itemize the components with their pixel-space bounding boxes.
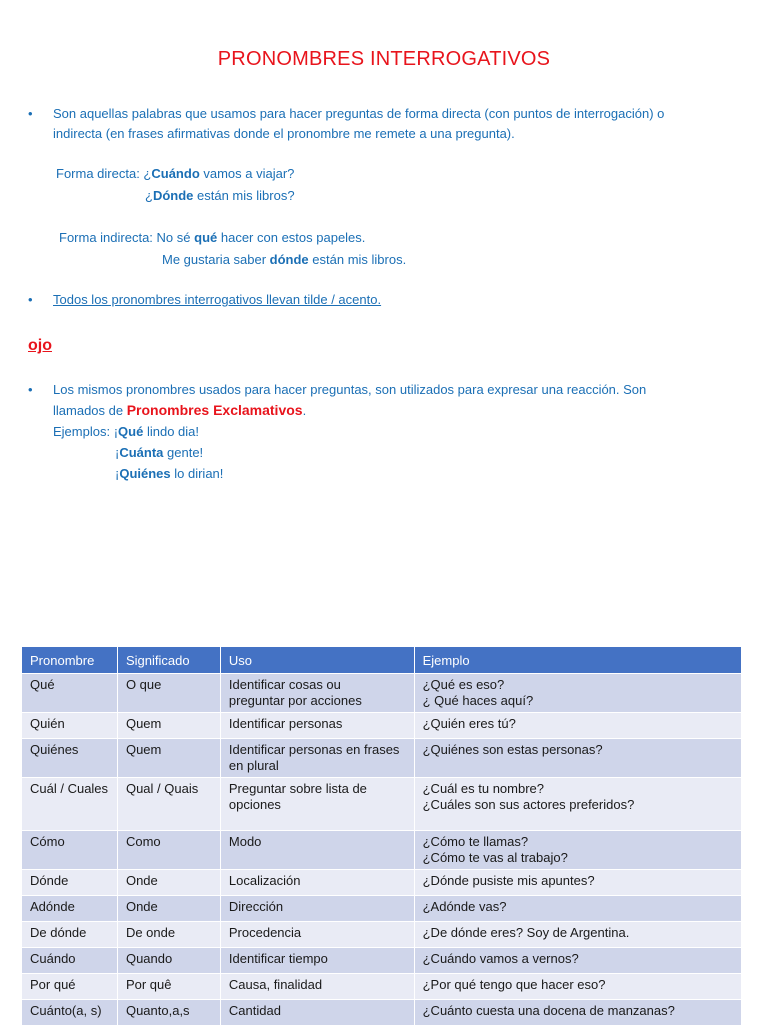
ejemplo-cell <box>414 739 741 778</box>
pronombre-cell: Cuál / Cuales <box>22 778 118 831</box>
ejemplo-cell <box>414 948 741 974</box>
table-row <box>22 922 742 948</box>
pronombre-cell: Quiénes <box>22 739 118 778</box>
ejemplo-line: ¿Cómo te vas al trabajo? <box>422 850 568 865</box>
suffix: lindo dia! <box>143 424 199 439</box>
ejemplo-cell <box>414 831 741 870</box>
exclamativos-line-1: Los mismos pronombres usados para hacer preguntas, son utilizados para expresar una reacción. Son <box>53 382 647 397</box>
uso-cell <box>220 739 414 778</box>
forma-indirecta-example-1 <box>59 228 365 248</box>
suffix: hacer con estos papeles. <box>217 230 366 245</box>
uso-cell <box>220 713 414 739</box>
uso-cell <box>220 922 414 948</box>
uso-line: Dirección <box>228 899 284 914</box>
table-row <box>22 713 742 739</box>
uso-cell <box>220 896 414 922</box>
significado-cell: De onde <box>117 922 220 948</box>
suffix: lo dirian! <box>170 466 224 481</box>
ejemplo-line: ¿Qué es eso? <box>422 677 505 692</box>
header-uso: Uso <box>220 647 414 674</box>
ejemplo-line: ¿ Qué haces aquí? <box>422 693 534 708</box>
highlight-word: Qué <box>118 424 144 439</box>
pronombre-cell: Dónde <box>22 870 118 896</box>
prefix: llamados de <box>53 403 127 418</box>
ejemplo-cell <box>414 1000 741 1026</box>
uso-line: Procedencia <box>228 925 302 940</box>
intro-line-1: Son aquellas palabras que usamos para hacer preguntas de forma directa (con puntos de interrogación) o <box>53 106 665 121</box>
significado-cell: Quanto,a,s <box>117 1000 220 1026</box>
table-header-row <box>22 647 742 674</box>
tilde-note: Todos los pronombres interrogativos llevan tilde / acento. <box>53 292 382 307</box>
uso-line: Identificar personas <box>228 716 343 731</box>
ejemplo-line: ¿Cuándo vamos a vernos? <box>422 951 579 966</box>
ejemplos-label: Ejemplos: <box>53 424 114 439</box>
ejemplo-line: ¿Quiénes son estas personas? <box>422 742 603 757</box>
ejemplo-line: ¿Cuánto cuesta una docena de manzanas? <box>422 1003 675 1018</box>
prefix: ¡ <box>113 424 119 439</box>
uso-cell <box>220 870 414 896</box>
ejemplo-cell <box>414 713 741 739</box>
uso-line: Cantidad <box>228 1003 281 1018</box>
suffix: están mis libros. <box>308 252 407 267</box>
pronombres-table <box>21 646 742 1026</box>
bullet-icon: • <box>28 382 33 397</box>
table-row <box>22 974 742 1000</box>
significado-cell: Quem <box>117 713 220 739</box>
ejemplo-line: ¿Dónde pusiste mis apuntes? <box>422 873 595 888</box>
forma-indirecta-label: Forma indirecta: <box>59 230 157 245</box>
uso-cell <box>220 674 414 713</box>
prefix: ¡ <box>115 466 120 481</box>
highlight-word: Quiénes <box>119 466 171 481</box>
forma-indirecta-example-2 <box>162 250 406 270</box>
header-ejemplo: Ejemplo <box>414 647 741 674</box>
uso-line: Causa, finalidad <box>228 977 323 992</box>
header-significado: Significado <box>117 647 220 674</box>
intro-paragraph <box>53 104 664 144</box>
highlight-word: Cuándo <box>151 166 200 181</box>
ejemplo-line: ¿Por qué tengo que hacer eso? <box>422 977 606 992</box>
ejemplo-cell <box>414 870 741 896</box>
ejemplo-cell <box>414 974 741 1000</box>
ejemplo-cell <box>414 896 741 922</box>
bullet-icon: • <box>28 106 33 121</box>
exclamativos-example-1 <box>53 422 199 442</box>
exclamativos-example-3 <box>115 464 223 484</box>
uso-cell <box>220 948 414 974</box>
exclamativos-term: Pronombres Exclamativos <box>126 402 303 418</box>
uso-line: opciones <box>228 797 281 812</box>
pronombre-cell: Qué <box>22 674 118 713</box>
uso-line: Identificar tiempo <box>228 951 328 966</box>
suffix: . <box>302 403 307 418</box>
ejemplo-line: ¿Cuáles son sus actores preferidos? <box>422 797 635 812</box>
ejemplo-cell <box>414 922 741 948</box>
highlight-word: qué <box>194 230 218 245</box>
forma-directa-label: Forma directa: <box>56 166 144 181</box>
significado-cell: Quem <box>117 739 220 778</box>
uso-line: Localización <box>228 873 301 888</box>
uso-line: Identificar cosas ou <box>228 677 341 692</box>
prefix: Me gustaria saber <box>162 252 270 267</box>
table-row <box>22 739 742 778</box>
ejemplo-line: ¿Adónde vas? <box>422 899 507 914</box>
ejemplo-line: ¿Cómo te llamas? <box>422 834 529 849</box>
ejemplo-line: ¿De dónde eres? Soy de Argentina. <box>422 925 630 940</box>
ejemplo-line: ¿Cuál es tu nombre? <box>422 781 545 796</box>
uso-line: en plural <box>228 758 279 773</box>
uso-cell <box>220 974 414 1000</box>
uso-line: Modo <box>228 834 262 849</box>
pronombre-cell: Cómo <box>22 831 118 870</box>
exclamativos-line-2 <box>53 400 306 421</box>
prefix: No sé <box>156 230 195 245</box>
pronombre-cell: De dónde <box>22 922 118 948</box>
pronombre-cell: Adónde <box>22 896 118 922</box>
pronombre-cell: Por qué <box>22 974 118 1000</box>
prefix: ¿ <box>145 188 153 203</box>
table-row <box>22 1000 742 1026</box>
significado-cell: O que <box>117 674 220 713</box>
suffix: vamos a viajar? <box>199 166 295 181</box>
table-row <box>22 870 742 896</box>
significado-cell: Como <box>117 831 220 870</box>
forma-directa-example-2 <box>145 186 295 206</box>
uso-line: Preguntar sobre lista de <box>228 781 367 796</box>
uso-line: Identificar personas en frases <box>228 742 400 757</box>
pronombre-cell: Cuándo <box>22 948 118 974</box>
table-row <box>22 948 742 974</box>
table-row <box>22 674 742 713</box>
header-pronombre: Pronombre <box>22 647 118 674</box>
significado-cell: Onde <box>117 896 220 922</box>
prefix: ¡ <box>115 445 120 460</box>
uso-cell <box>220 831 414 870</box>
uso-cell <box>220 778 414 831</box>
prefix: ¿ <box>143 166 152 181</box>
pronombre-cell: Cuánto(a, s) <box>22 1000 118 1026</box>
forma-directa-example-1 <box>56 164 294 184</box>
pronombre-cell: Quién <box>22 713 118 739</box>
ejemplo-cell <box>414 778 741 831</box>
table-row <box>22 778 742 831</box>
page-title: PRONOMBRES INTERROGATIVOS <box>217 48 551 70</box>
highlight-word: Dónde <box>152 188 194 203</box>
uso-line: preguntar por acciones <box>228 693 362 708</box>
table-row <box>22 896 742 922</box>
ojo-heading: ojo <box>28 337 52 354</box>
highlight-word: Cuánta <box>119 445 164 460</box>
significado-cell: Qual / Quais <box>117 778 220 831</box>
suffix: están mis libros? <box>193 188 295 203</box>
intro-line-2: indirecta (en frases afirmativas donde el pronombre me remete a una pregunta). <box>53 126 515 141</box>
highlight-word: dónde <box>269 252 309 267</box>
significado-cell: Por quê <box>117 974 220 1000</box>
exclamativos-example-2 <box>115 443 203 463</box>
ejemplo-line: ¿Quién eres tú? <box>422 716 516 731</box>
uso-cell <box>220 1000 414 1026</box>
table-row <box>22 831 742 870</box>
suffix: gente! <box>163 445 204 460</box>
significado-cell: Quando <box>117 948 220 974</box>
bullet-icon: • <box>28 292 33 307</box>
significado-cell: Onde <box>117 870 220 896</box>
ejemplo-cell <box>414 674 741 713</box>
